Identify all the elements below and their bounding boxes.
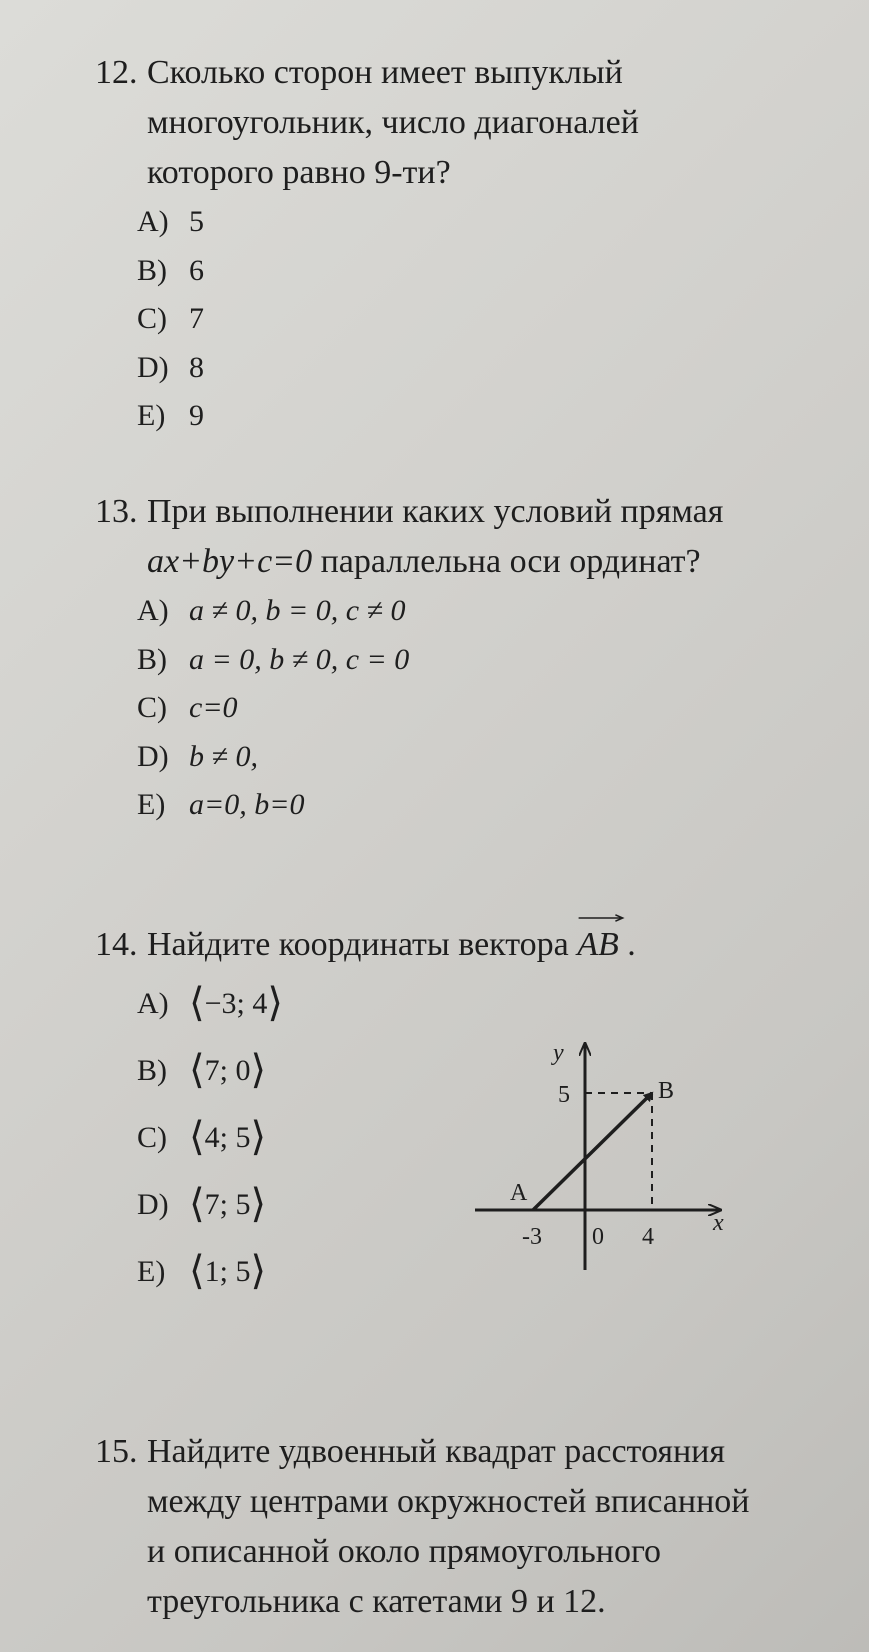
- question-15: [95, 1427, 835, 1627]
- option-a: [137, 970, 835, 1037]
- option-letter: B): [137, 253, 167, 287]
- vector-arrow-icon: [577, 914, 625, 922]
- question-14-number: 14.: [95, 926, 138, 963]
- option-letter: A): [137, 594, 169, 627]
- option-letter: E): [137, 399, 166, 432]
- option-d: [137, 344, 835, 393]
- option-letter: A): [137, 987, 169, 1020]
- option-b: [137, 247, 835, 296]
- option-letter: D): [137, 1188, 169, 1221]
- y-axis-label: y: [553, 1040, 564, 1066]
- option-letter: C): [137, 302, 167, 335]
- question-14-line-1-text: Найдите координаты вектора: [147, 926, 569, 963]
- left-angle-bracket: ⟨: [189, 1114, 205, 1159]
- option-value: 6: [189, 253, 204, 287]
- option-letter: E): [137, 1255, 166, 1288]
- question-12-line-1-text: Сколько сторон имеет выпуклый: [147, 54, 623, 91]
- option-letter: A): [137, 205, 169, 238]
- x-tick-4: 4: [642, 1224, 654, 1250]
- right-angle-bracket: ⟩: [250, 1181, 267, 1226]
- option-value: 5: [189, 205, 204, 238]
- question-12-line-3: которого равно 9-ти?: [147, 154, 451, 191]
- option-e: [137, 392, 835, 441]
- question-13-line-2: [95, 537, 835, 587]
- x-axis-label: x: [713, 1210, 724, 1236]
- question-15-line-1-text: Найдите удвоенный квадрат расстояния: [147, 1433, 725, 1470]
- question-15-line-4: треугольника с катетами 9 и 12.: [147, 1583, 606, 1620]
- vector-label: AB: [577, 926, 619, 963]
- point-a-label: A: [510, 1180, 528, 1206]
- option-b: [137, 636, 835, 685]
- option-value: 7: [189, 302, 204, 335]
- question-15-number: 15.: [95, 1433, 138, 1470]
- option-letter: B): [137, 1054, 167, 1087]
- vector-ab: [577, 920, 619, 970]
- option-d: [137, 733, 835, 782]
- question-13-line-2-text: параллельна оси ординат?: [312, 543, 701, 580]
- y-tick-5: 5: [558, 1082, 570, 1108]
- question-12-line-1: [95, 48, 835, 98]
- question-13-line-1: [95, 487, 835, 537]
- option-letter: C): [137, 691, 167, 724]
- vector-graph: [470, 1030, 740, 1270]
- question-15-line-2: между центрами окружностей вписанной: [147, 1483, 750, 1520]
- vector-ab-line: [533, 1093, 652, 1210]
- option-value: 4; 5: [204, 1121, 251, 1154]
- option-value: 7; 0: [204, 1054, 251, 1087]
- option-c: [137, 295, 835, 344]
- option-e: [137, 781, 835, 830]
- left-angle-bracket: ⟨: [189, 980, 205, 1025]
- question-12-line-2: многоугольник, число диагоналей: [147, 104, 639, 141]
- question-15-text: [95, 1427, 835, 1627]
- option-value: 7; 5: [204, 1188, 251, 1221]
- option-value: −3; 4: [204, 987, 268, 1020]
- option-value: 8: [189, 350, 204, 384]
- question-12-options: [95, 198, 835, 441]
- right-angle-bracket: ⟩: [250, 1114, 267, 1159]
- option-c: [137, 684, 835, 733]
- option-value: a=0, b=0: [189, 788, 305, 821]
- point-b-label: B: [658, 1078, 675, 1104]
- option-value: 9: [189, 399, 204, 432]
- option-a: [137, 587, 835, 636]
- left-angle-bracket: ⟨: [189, 1181, 205, 1226]
- option-value: a = 0, b ≠ 0, c = 0: [189, 642, 410, 676]
- question-13-number: 13.: [95, 493, 138, 530]
- option-letter: D): [137, 739, 169, 773]
- option-value: b ≠ 0,: [189, 739, 258, 773]
- question-12: [95, 48, 835, 441]
- option-a: [137, 198, 835, 247]
- right-angle-bracket: ⟩: [250, 1248, 267, 1293]
- left-angle-bracket: ⟨: [189, 1248, 205, 1293]
- question-14-text: [95, 920, 835, 970]
- question-13-line-1-text: При выполнении каких условий прямая: [147, 493, 724, 530]
- question-15-line-3: и описанной около прямоугольного: [147, 1533, 662, 1570]
- right-angle-bracket: ⟩: [267, 980, 283, 1025]
- question-12-number: 12.: [95, 54, 138, 91]
- right-angle-bracket: ⟩: [250, 1047, 267, 1092]
- x-tick-neg3: -3: [522, 1224, 542, 1250]
- question-12-text: [95, 48, 835, 198]
- origin-label: 0: [592, 1224, 604, 1250]
- question-14-line-1: [95, 920, 835, 970]
- question-14-period: .: [627, 926, 636, 963]
- option-value: a ≠ 0, b = 0, c ≠ 0: [189, 594, 406, 627]
- line-equation: ax+by+c=0: [147, 543, 313, 580]
- option-letter: C): [137, 1121, 167, 1154]
- question-13-options: [95, 587, 835, 830]
- option-letter: D): [137, 350, 169, 384]
- question-13-text: [95, 487, 835, 587]
- option-value: 1; 5: [204, 1255, 251, 1288]
- left-angle-bracket: ⟨: [189, 1047, 205, 1092]
- question-13: [95, 487, 835, 830]
- option-letter: B): [137, 642, 167, 676]
- option-value: c=0: [189, 691, 238, 724]
- option-letter: E): [137, 788, 166, 821]
- question-15-line-1: [95, 1427, 835, 1477]
